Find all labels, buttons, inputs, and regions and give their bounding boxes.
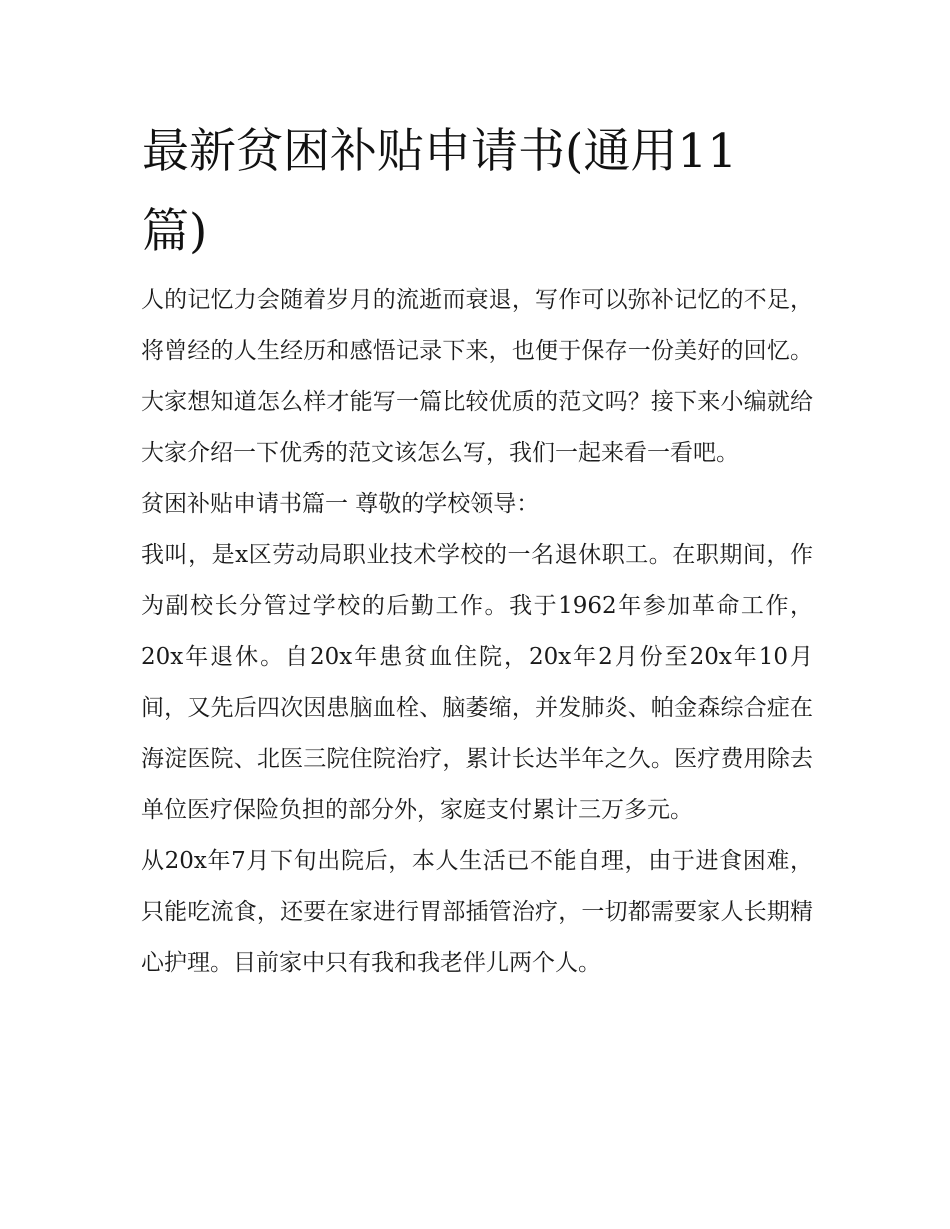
- paragraph-section-heading: 贫困补贴申请书篇一 尊敬的学校领导：: [141, 491, 540, 517]
- document-body: [141, 275, 813, 989]
- document-title: 最新贫困补贴申请书(通用11篇): [142, 124, 738, 259]
- paragraph-intro: 人的记忆力会随着岁月的流逝而衰退，写作可以弥补记忆的不足，将曾经的人生经历和感悟记录下来，也便于保存一份美好的回忆。大家想知道怎么样才能写一篇比较优质的范文吗？接下来小编就给大家介绍一下优秀的范文该怎么写，我们一起来看一看吧。: [141, 287, 813, 466]
- paragraph-self-introduction: 我叫，是x区劳动局职业技术学校的一名退休职工。在职期间，作为副校长分管过学校的后勤工作。我于1962年参加革命工作，20x年退休。自20x年患贫血住院，20x年2月份至20x年10月间，又先后四次因患脑血栓、脑萎缩，并发肺炎、帕金森综合症在海淀医院、北医三院住院治疗，累计长达半年之久。医疗费用除去单位医疗保险负担的部分外，家庭支付累计三万多元。: [141, 542, 813, 823]
- paragraph-current-situation: 从20x年7月下旬出院后，本人生活已不能自理，由于进食困难，只能吃流食，还要在家进行胃部插管治疗，一切都需要家人长期精心护理。目前家中只有我和我老伴儿两个人。: [141, 848, 813, 976]
